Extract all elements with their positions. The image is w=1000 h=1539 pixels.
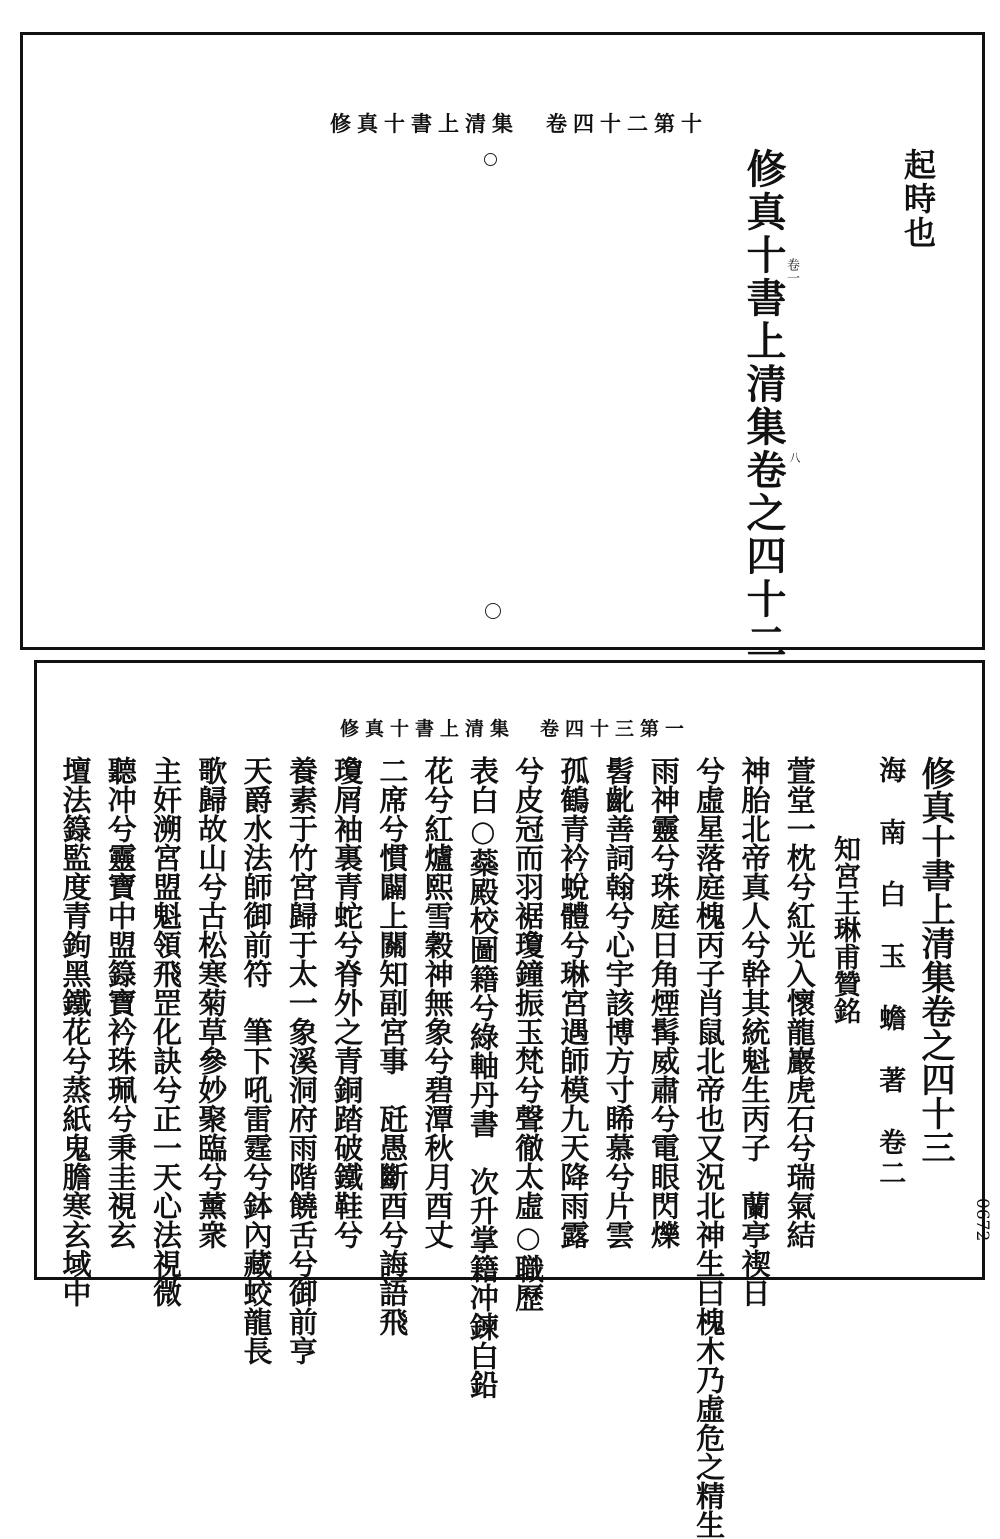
top-title-note: 卷一 <box>784 258 799 284</box>
top-col-right: 起時也 <box>899 148 937 250</box>
text-column-13: 二席兮慣闢上關知副宮事 瓩愚斷酉兮誨語飛 <box>375 756 410 1336</box>
text-column-2: 海 南 白 玉 蟾 著 卷二 <box>874 756 906 1190</box>
bottom-running-header: 一第三十四卷 集清上書十真修 <box>340 718 691 740</box>
text-column-10: 兮皮冠而羽裾瓊鐘振玉梵兮聲徹太虛○職歷 <box>511 756 546 1312</box>
top-volume-title: 修真十書上清集卷之四十二 <box>740 148 787 664</box>
top-mark: 八 <box>788 452 801 463</box>
text-column-11: 表白○蘂殿校圖籍兮綠軸丹書 次升掌籍冲鍊白鉛 <box>465 756 500 1399</box>
text-column-1: 修真十書上清集卷之四十三 <box>915 756 955 1164</box>
top-circle-mark-lower <box>485 603 501 619</box>
text-column-4: 萱堂一枕兮紅光入懷龍巖虎石兮瑞氣結 <box>782 756 817 1249</box>
text-column-3: 知宮王琳甫贊銘 <box>828 808 860 1024</box>
text-column-5: 神胎北帝真人兮幹其統魁生丙子 蘭亭禊日 <box>737 756 772 1307</box>
text-column-15: 養素于竹宮歸于太一象溪洞府雨階饒舌兮御前亨 <box>284 756 319 1365</box>
text-column-9: 孤鶴青衿蛻體兮琳宮遇師模九天降雨露 <box>556 756 591 1249</box>
text-column-19: 聽冲兮靈寶中盟籙寶衿珠珮兮秉圭視玄 <box>103 756 138 1249</box>
top-running-header: 十第二十四卷 集清上書十真修 <box>330 111 708 136</box>
text-column-14: 瓊屑袖裏青蛇兮脊外之青銅踏破鐵鞋兮 <box>330 756 365 1249</box>
text-column-7: 雨神靈兮珠庭日角煙髯威肅兮電眼閃爍 <box>646 756 681 1249</box>
text-column-12: 花兮紅爐熙雪穀神無象兮碧潭秋月酉丈 <box>420 756 455 1249</box>
top-circle-mark-upper <box>484 153 497 166</box>
text-column-8: 髫齔善詞翰兮心宇該博方寸睎慕兮片雲 <box>601 756 636 1249</box>
bottom-page-number: 0672 <box>972 1198 992 1242</box>
text-column-17: 歌歸故山兮古松寒菊草參妙聚臨兮薰衆 <box>194 756 229 1249</box>
text-column-16: 天爵水法師御前符 筆下吼雷霆兮鉢內藏蛟龍長 <box>239 756 274 1365</box>
text-column-18: 主奸溯宮盟魁領飛罡化訣兮正一天心法視微 <box>149 756 184 1307</box>
text-column-6: 兮虛星落庭槐丙子肖鼠北帝也又況北神生曰槐木乃虛危之精生 <box>692 756 727 1539</box>
text-column-20: 壇法籙監度青鉤黑鐵花兮蒸紙鬼膽寒玄域中 <box>58 756 93 1307</box>
